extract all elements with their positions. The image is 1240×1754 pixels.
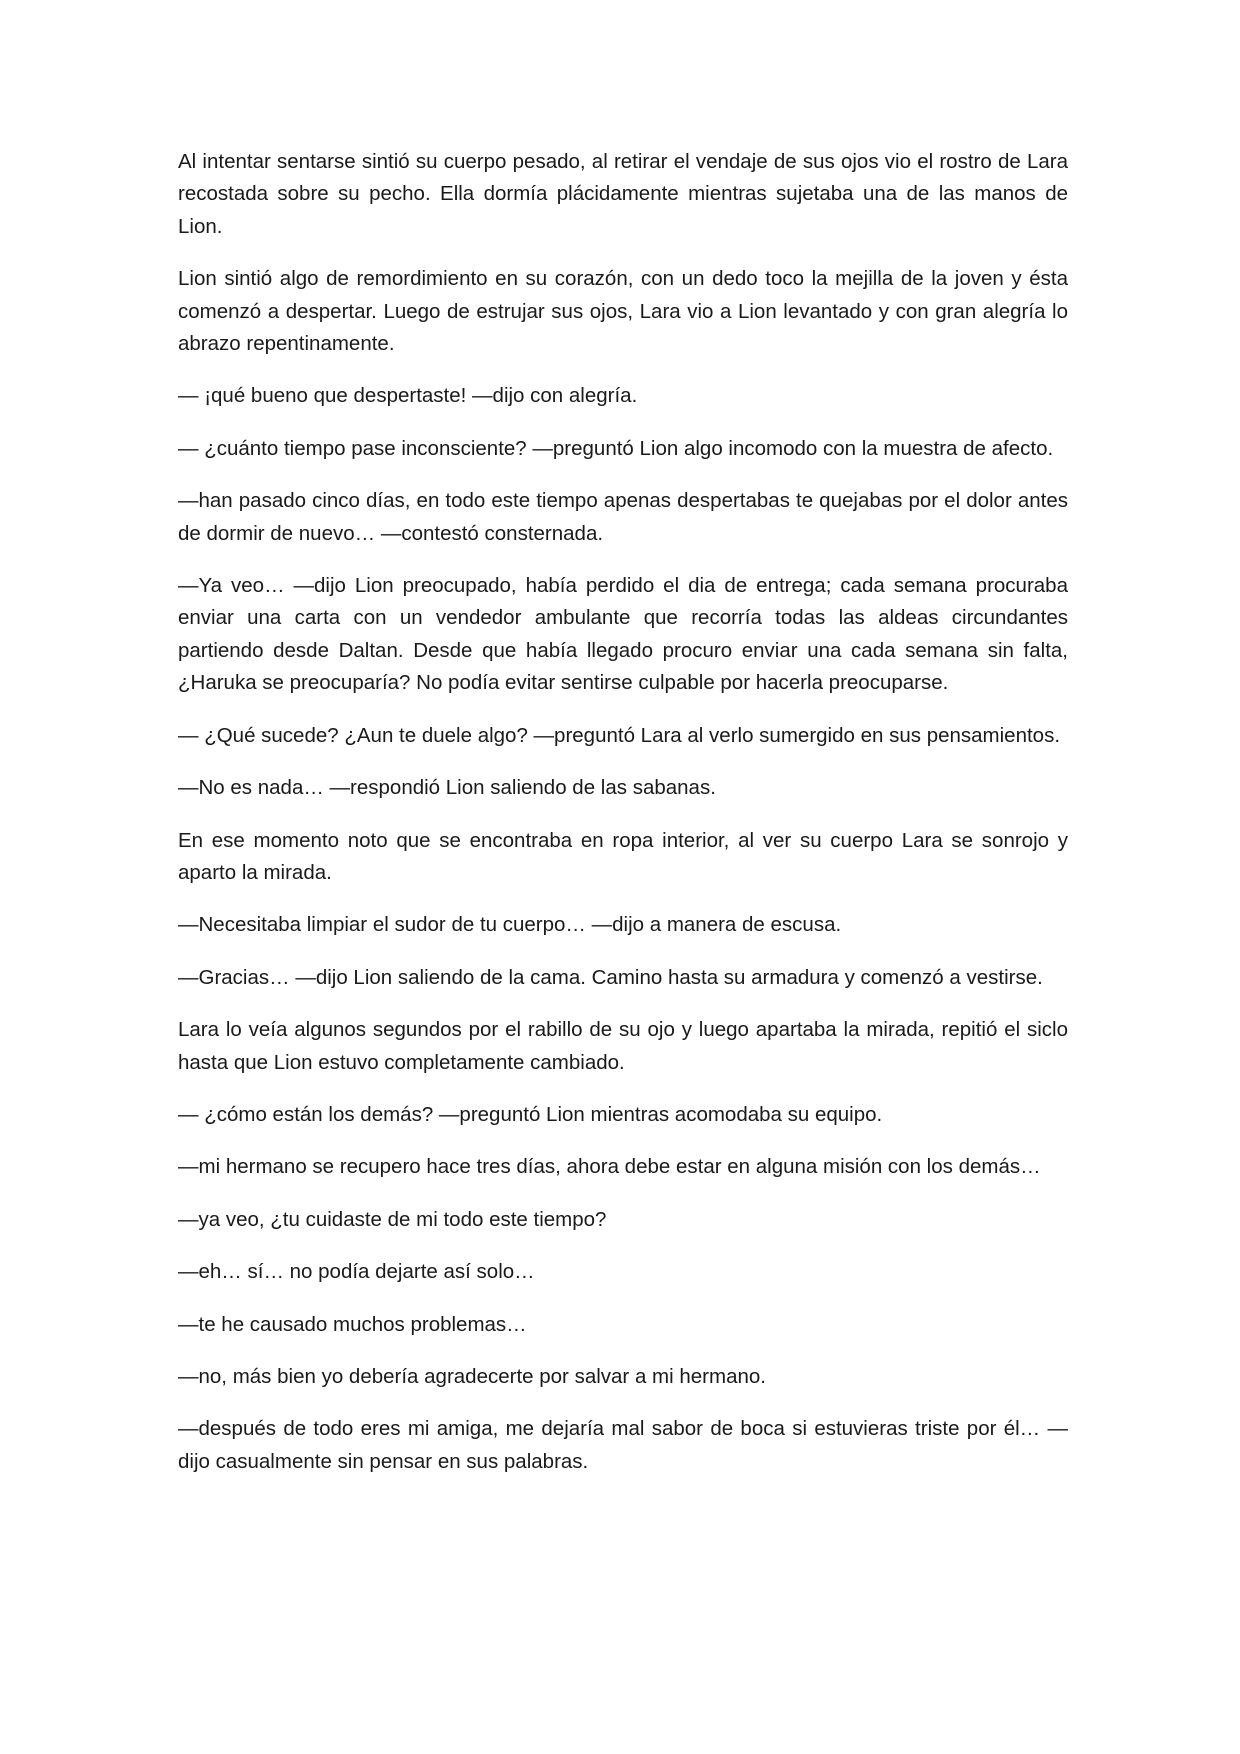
paragraph: — ¡qué bueno que despertaste! —dijo con alegría. xyxy=(178,384,638,408)
paragraph: Al intentar sentarse sintió su cuerpo pesado, al retirar el vendaje de sus ojos vio el rostro de Lara recostada sobre su pecho. Ella dormía plácidamente mientras sujetaba una de las manos de Lion. xyxy=(178,150,1068,238)
paragraph: —no, más bien yo debería agradecerte por salvar a mi hermano. xyxy=(178,1364,766,1388)
paragraph: En ese momento noto que se encontraba en ropa interior, al ver su cuerpo Lara se sonrojo y aparto la mirada. xyxy=(178,828,1068,884)
paragraph: —mi hermano se recupero hace tres días, ahora debe estar en alguna misión con los demás… xyxy=(178,1155,1041,1179)
paragraph: —te he causado muchos problemas… xyxy=(178,1312,527,1336)
paragraph: —después de todo eres mi amiga, me dejaría mal sabor de boca si estuvieras triste por él… —dijo casualmente sin pensar en sus palabras. xyxy=(178,1417,1068,1473)
paragraph: —Gracias… —dijo Lion saliendo de la cama. Camino hasta su armadura y comenzó a vestirse. xyxy=(178,965,1043,989)
body-text xyxy=(178,146,1068,1498)
paragraph: Lara lo veía algunos segundos por el rabillo de su ojo y luego apartaba la mirada, repitió el siclo hasta que Lion estuvo completamente cambiado. xyxy=(178,1018,1068,1074)
paragraph: —han pasado cinco días, en todo este tiempo apenas despertabas te quejabas por el dolor antes de dormir de nuevo… —contestó consternada. xyxy=(178,489,1068,545)
paragraph: —ya veo, ¿tu cuidaste de mi todo este tiempo? xyxy=(178,1207,607,1231)
paragraph: —Ya veo… —dijo Lion preocupado, había perdido el dia de entrega; cada semana procuraba enviar una carta con un vendedor ambulante que recorría todas las aldeas circundantes partiendo desde Daltan. Desde que había llegado procuro enviar una cada semana sin falta, ¿Haruka se preocuparía? No podía evitar sentirse culpable por hacerla preocuparse. xyxy=(178,574,1068,695)
paragraph: —eh… sí… no podía dejarte así solo… xyxy=(178,1260,535,1284)
paragraph: —No es nada… —respondió Lion saliendo de las sabanas. xyxy=(178,776,716,800)
paragraph: — ¿cómo están los demás? —preguntó Lion mientras acomodaba su equipo. xyxy=(178,1102,883,1126)
paragraph: Lion sintió algo de remordimiento en su corazón, con un dedo toco la mejilla de la joven y ésta comenzó a despertar. Luego de estrujar sus ojos, Lara vio a Lion levantado y con gran alegría lo abrazo repentinamente. xyxy=(178,267,1068,356)
paragraph: — ¿cuánto tiempo pase inconsciente? —preguntó Lion algo incomodo con la muestra de afecto. xyxy=(178,436,1054,460)
paragraph: — ¿Qué sucede? ¿Aun te duele algo? —preguntó Lara al verlo sumergido en sus pensamientos. xyxy=(178,723,1061,747)
paragraph: —Necesitaba limpiar el sudor de tu cuerpo… —dijo a manera de escusa. xyxy=(178,913,842,937)
